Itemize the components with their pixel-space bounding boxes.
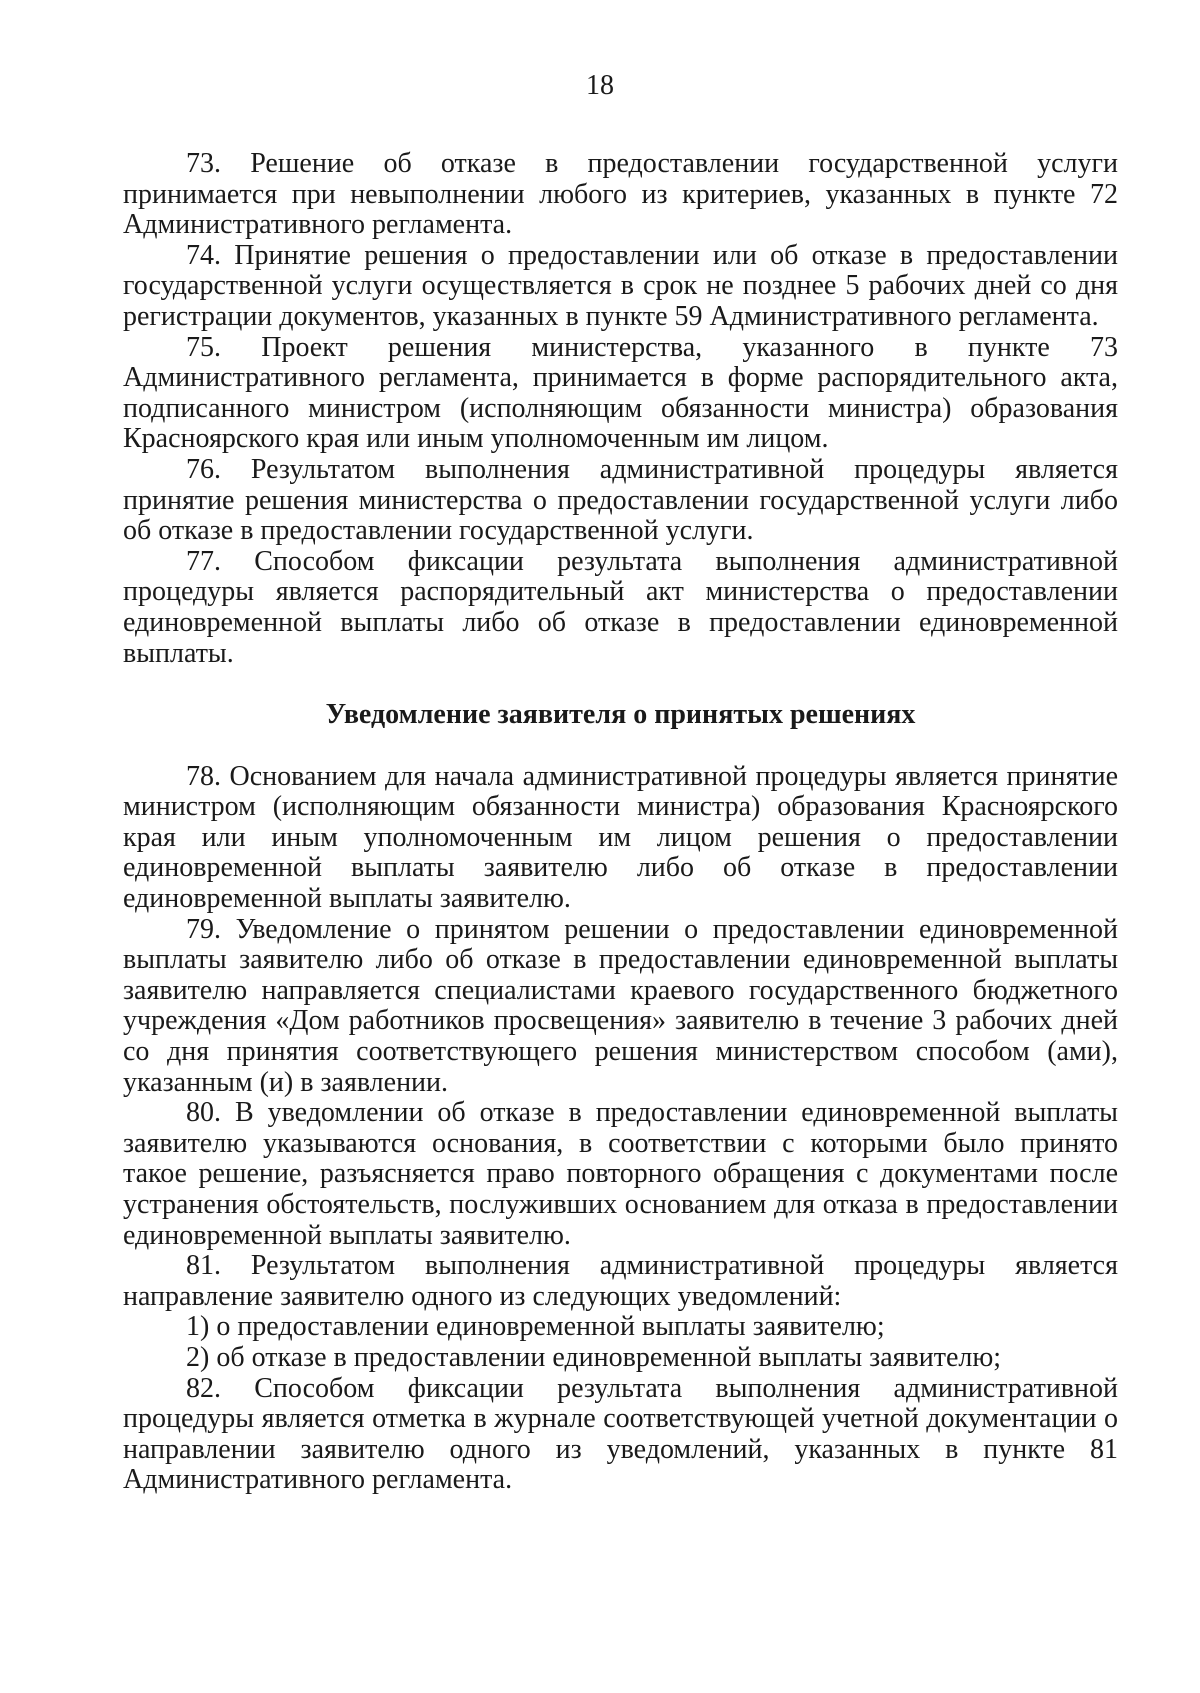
paragraph-74: 74. Принятие решения о предоставлении или об отказе в предоставлении государственной услуги осуществляется в срок не позднее 5 рабочих дней со дня регистрации документов, указанных в пункте 59 Административного регламента.	[123, 239, 1118, 332]
document-body	[123, 149, 1118, 1496]
paragraph-76: 76. Результатом выполнения административной процедуры является принятие решения министерства о предоставлении государственной услуги либо об отказе в предоставлении государственной услуги.	[123, 453, 1118, 547]
section-heading: Уведомление заявителя о принятых решениях	[325, 699, 916, 731]
page-number: 18	[586, 70, 614, 101]
paragraph-81: 81. Результатом выполнения административной процедуры является направление заявителю одного из следующих уведомлений:	[123, 1250, 1118, 1312]
paragraph-80: 80. В уведомлении об отказе в предоставлении единовременной выплаты заявителю указываются основания, в соответствии с которыми было принято такое решение, разъясняется право повторного обращения с документами после устранения обстоятельств, послуживших основанием для отказа в предоставлении единовременной выплаты заявителю.	[123, 1097, 1118, 1251]
paragraph-77: 77. Способом фиксации результата выполнения административной процедуры является распорядительный акт министерства о предоставлении единовременной выплаты либо об отказе в предоставлении единовременной выплаты.	[123, 545, 1118, 669]
paragraph-78: 78. Основанием для начала административной процедуры является принятие министром (исполняющим обязанности министра) образования Красноярского края или иным уполномоченным им лицом решения о предоставлении единовременной выплаты заявителю либо об отказе в предоставлении единовременной выплаты заявителю.	[123, 760, 1118, 915]
list-item-2: 2) об отказе в предоставлении единовременной выплаты заявителю;	[186, 1341, 1002, 1373]
paragraph-75: 75. Проект решения министерства, указанного в пункте 73 Административного регламента, принимается в форме распорядительного акта, подписанного министром (исполняющим обязанности министра) образования Красноярского края или иным уполномоченным им лицом.	[123, 331, 1118, 455]
paragraph-82: 82. Способом фиксации результата выполнения административной процедуры является отметка в журнале соответствующей учетной документации о направлении заявителю одного из уведомлений, указанных в пункте 81 Административного регламента.	[123, 1372, 1118, 1496]
paragraph-73: 73. Решение об отказе в предоставлении государственной услуги принимается при невыполнении любого из критериев, указанных в пункте 72 Административного регламента.	[123, 148, 1118, 241]
paragraph-79: 79. Уведомление о принятом решении о предоставлении единовременной выплаты заявителю либо об отказе в предоставлении единовременной выплаты заявителю направляется специалистами краевого государственного бюджетного учреждения «Дом работников просвещения» заявителю в течение 3 рабочих дней со дня принятия соответствующего решения министерством способом (ами), указанным (и) в заявлении.	[123, 913, 1118, 1098]
list-item-1: 1) о предоставлении единовременной выплаты заявителю;	[186, 1311, 885, 1343]
